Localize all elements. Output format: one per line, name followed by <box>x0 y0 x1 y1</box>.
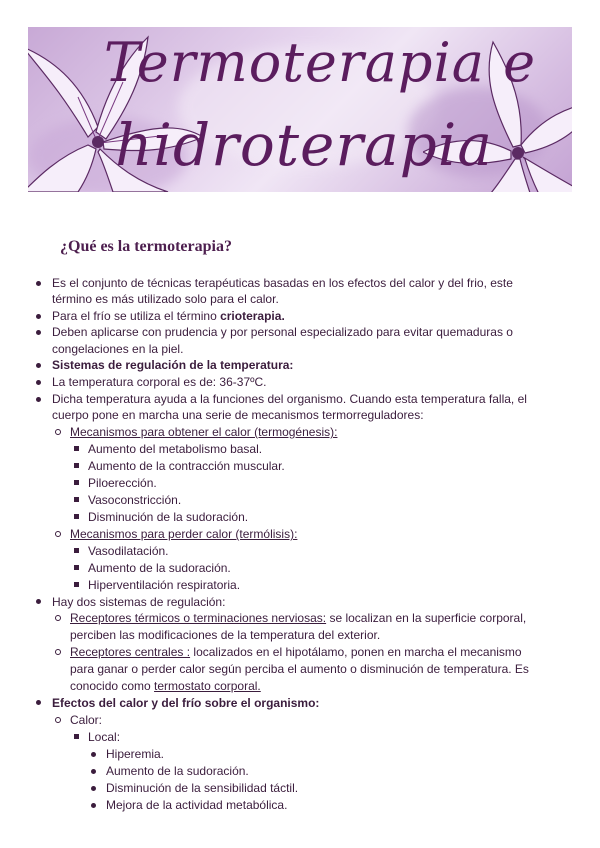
list-item-continued: para ganar o perder calor según perciba el aumento o disminución de temperatura. Es <box>70 662 529 676</box>
list-item: Local: <box>88 730 121 744</box>
bullet-square <box>74 497 79 502</box>
list-item-continued: cuerpo pone en marcha una serie de mecanismos termorreguladores: <box>52 408 424 422</box>
bullet-dot <box>91 752 96 757</box>
list-item: Dicha temperatura ayuda a la funciones del organismo. Cuando esta temperatura falla, el <box>52 392 527 406</box>
bullet-square <box>74 582 79 587</box>
bullet-ring <box>55 429 61 435</box>
list-item: Hiperemia. <box>106 747 165 761</box>
bullet-square <box>74 734 79 739</box>
section-heading: ¿Qué es la termoterapia? <box>60 238 232 255</box>
bullet-dot <box>36 281 41 286</box>
banner-title-line2: hidroterapia <box>115 111 493 179</box>
bullet-ring <box>55 649 61 655</box>
bullet-dot <box>36 380 41 385</box>
bullet-square <box>74 565 79 570</box>
banner-title-line1: Termoterapia e <box>103 31 537 94</box>
list-item: Hiperventilación respiratoria. <box>88 578 241 592</box>
list-item: Calor: <box>70 713 103 727</box>
bullet-square <box>74 463 79 468</box>
bullet-dot <box>36 599 41 604</box>
list-item: Vasoconstricción. <box>88 493 182 507</box>
bullet-dot <box>91 786 96 791</box>
bullet-square <box>74 514 79 519</box>
list-item: La temperatura corporal es de: 36-37ºC. <box>52 375 267 389</box>
list-item: Receptores térmicos o terminaciones nerviosas: se localizan en la superficie corporal, <box>70 611 527 625</box>
list-item: Receptores centrales : localizados en el hipotálamo, ponen en marcha el mecanismo <box>70 645 522 659</box>
list-item: Mejora de la actividad metabólica. <box>106 798 288 812</box>
bullet-dot <box>36 397 41 402</box>
list-item: Aumento de la sudoración. <box>106 764 249 778</box>
list-item: Sistemas de regulación de la temperatura: <box>52 358 294 372</box>
list-item: Mecanismos para perder calor (termólisis): <box>70 527 298 541</box>
bullet-dot <box>91 769 96 774</box>
list-item-continued: congelaciones en la piel. <box>52 342 184 356</box>
bullet-square <box>74 548 79 553</box>
bullet-ring <box>55 615 61 621</box>
list-item: Aumento de la contracción muscular. <box>88 459 285 473</box>
bullet-ring <box>55 717 61 723</box>
term-crioterapia: crioterapia. <box>220 309 285 323</box>
list-item: Hay dos sistemas de regulación: <box>52 595 226 609</box>
list-item: Disminución de la sudoración. <box>88 510 249 524</box>
bullet-dot <box>36 330 41 335</box>
list-item: Aumento de la sudoración. <box>88 561 231 575</box>
bullet-square <box>74 480 79 485</box>
term-termostato: termostato corporal. <box>154 679 261 693</box>
list-item: Disminución de la sensibilidad táctil. <box>106 781 299 795</box>
bullet-dot <box>36 314 41 319</box>
list-item: Aumento del metabolismo basal. <box>88 442 263 456</box>
bullet-dot <box>36 363 41 368</box>
bullet-dot <box>36 700 41 705</box>
bullet-dot <box>91 803 96 808</box>
list-item: Deben aplicarse con prudencia y por personal especializado para evitar quemaduras o <box>52 325 513 339</box>
list-item: Efectos del calor y del frío sobre el organismo: <box>52 696 320 710</box>
list-item-continued: conocido como termostato corporal. <box>70 679 261 693</box>
list-item: Mecanismos para obtener el calor (termogénesis): <box>70 425 338 439</box>
bullet-square <box>74 446 79 451</box>
list-item: Para el frío se utiliza el término crioterapia. <box>52 309 285 323</box>
list-item: Piloerección. <box>88 476 157 490</box>
list-item-continued: término es más utilizado solo para el calor. <box>52 292 279 306</box>
list-item: Es el conjunto de técnicas terapéuticas basadas en los efectos del calor y del frio, este <box>52 276 513 290</box>
bullet-ring <box>55 531 61 537</box>
list-item: Vasodilatación. <box>88 544 169 558</box>
list-item-continued: perciben las modificaciones de la temperatura del exterior. <box>70 628 381 642</box>
